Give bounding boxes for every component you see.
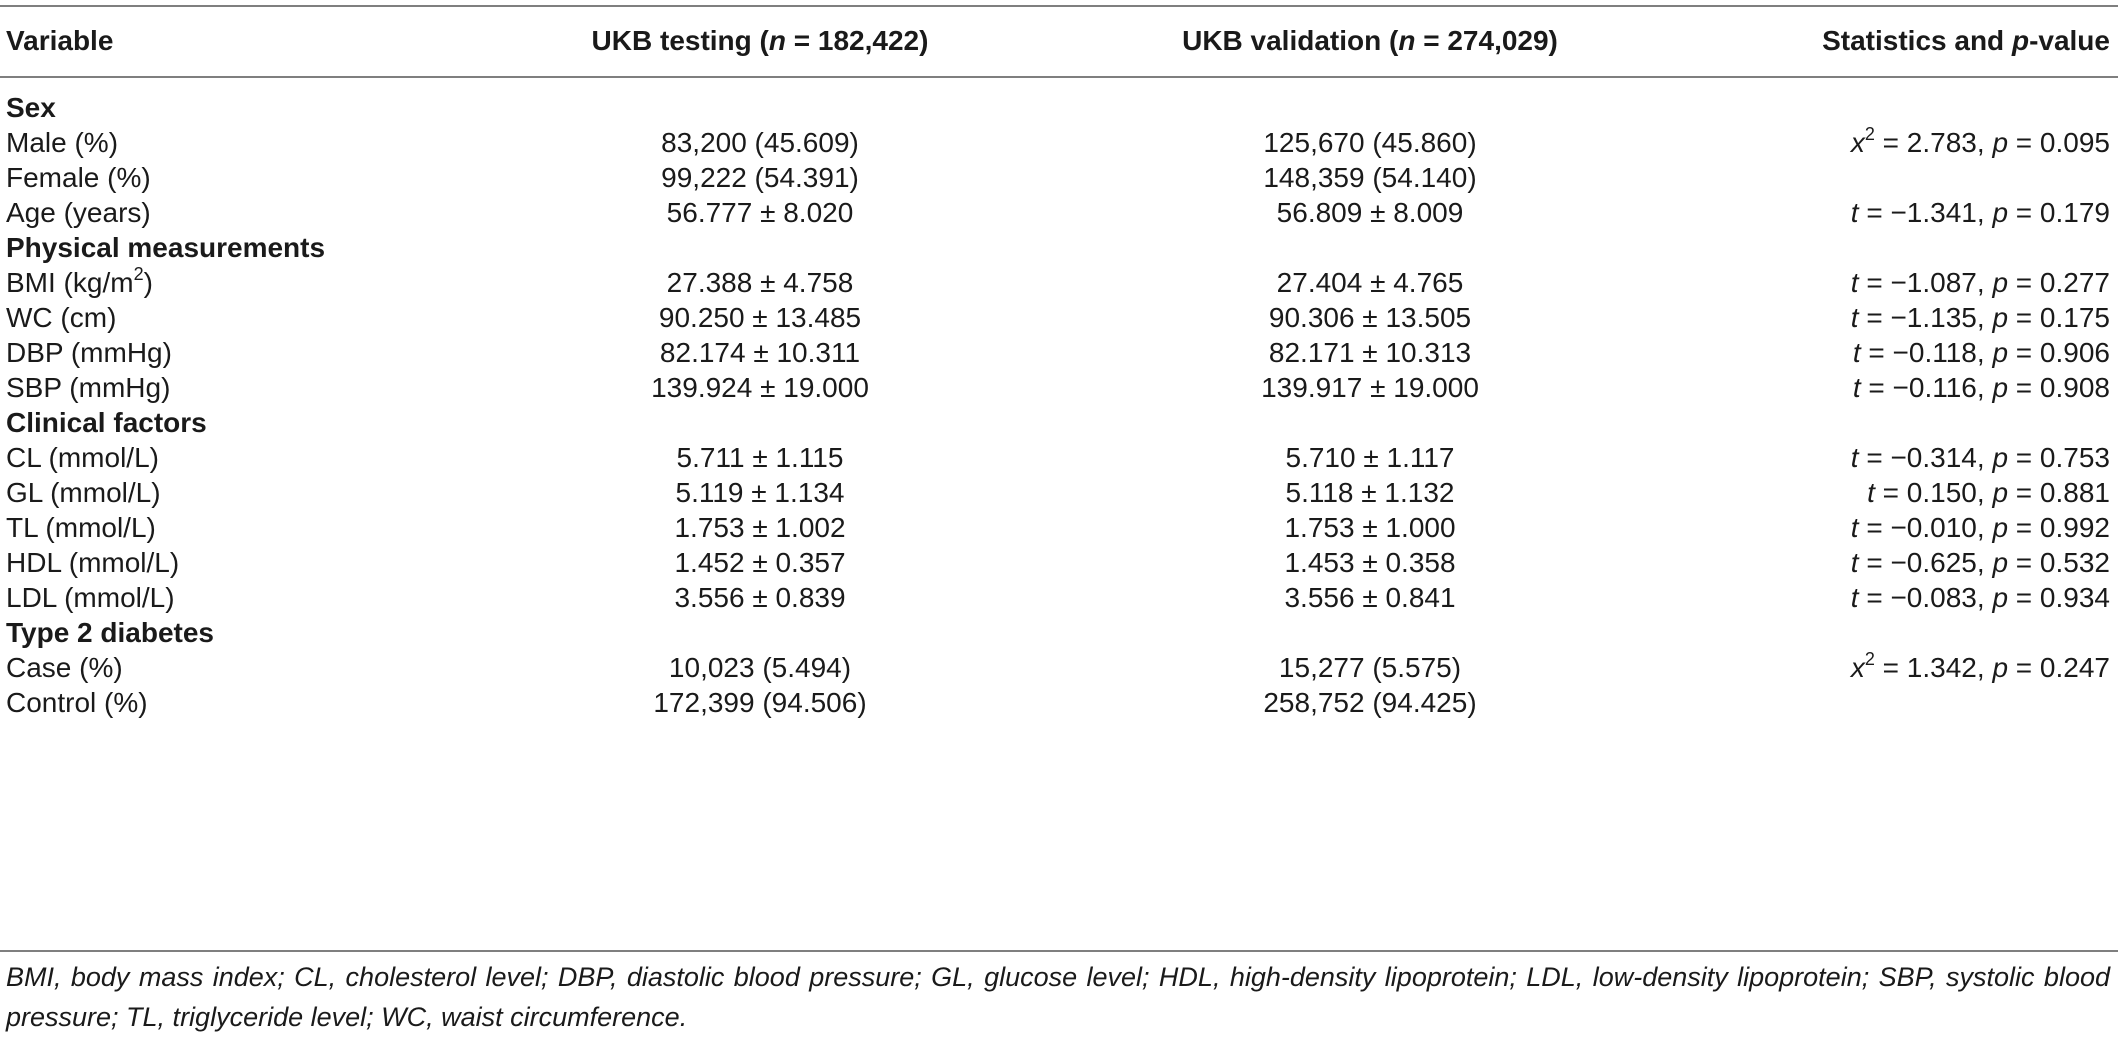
testing-cell: 10,023 (5.494) (668, 652, 852, 683)
testing-cell: 3.556 ± 0.839 (674, 582, 846, 613)
validation-cell: 125,670 (45.860) (1263, 127, 1477, 158)
stat-symbol: t (1850, 267, 1859, 298)
stat-symbol: t (1850, 197, 1859, 228)
variable-label: Age (years) (6, 197, 151, 228)
p-value: = 0.753 (2008, 442, 2110, 473)
section-label: Sex (6, 92, 56, 123)
variable-label: SBP (mmHg) (6, 372, 171, 403)
validation-cell: 27.404 ± 4.765 (1276, 267, 1464, 298)
section-label: Type 2 diabetes (6, 617, 215, 648)
testing-cell: 172,399 (94.506) (653, 687, 867, 718)
header-validation-n: n (1398, 25, 1416, 56)
header-testing (480, 17, 1040, 64)
validation-cell: 56.809 ± 8.009 (1276, 197, 1464, 228)
stat-value: = 2.783, (1874, 127, 1993, 158)
stat-value: = −0.314, (1858, 442, 1993, 473)
stat-value: = −0.116, (1860, 372, 1993, 403)
section-label: Physical measurements (6, 232, 326, 263)
validation-cell: 15,277 (5.575) (1278, 652, 1462, 683)
p-symbol: p (1992, 302, 2009, 333)
testing-cell: 5.119 ± 1.134 (675, 477, 845, 508)
stat-symbol: t (1852, 372, 1861, 403)
testing-cell: 99,222 (54.391) (661, 162, 859, 193)
p-symbol: p (1992, 197, 2009, 228)
header-testing-n: n (768, 25, 786, 56)
stat-symbol-sup: 2 (1864, 123, 1875, 144)
variable-label: CL (mmol/L) (6, 442, 159, 473)
table-row (0, 679, 2118, 726)
p-symbol: p (1992, 372, 2009, 403)
variable-label-end: ) (143, 267, 153, 298)
stat-value: = −0.010, (1858, 512, 1993, 543)
p-symbol: p (1992, 582, 2009, 613)
p-symbol: p (1992, 442, 2009, 473)
stat-symbol: t (1850, 442, 1859, 473)
validation-cell: 258,752 (94.425) (1263, 687, 1477, 718)
p-value: = 0.908 (2008, 372, 2110, 403)
stat-symbol: t (1850, 547, 1859, 578)
validation-cell: 5.118 ± 1.132 (1285, 477, 1455, 508)
stat-value: = −1.087, (1858, 267, 1993, 298)
stat-value: = −0.118, (1860, 337, 1993, 368)
p-value: = 0.881 (2008, 477, 2110, 508)
variable-cell (6, 679, 148, 726)
stat-value: = −0.083, (1858, 582, 1993, 613)
header-testing-value: = 182,422) (785, 25, 929, 56)
p-symbol: p (1992, 477, 2009, 508)
variable-label: WC (cm) (6, 302, 117, 333)
stat-symbol: x (1850, 127, 1865, 158)
testing-cell: 5.711 ± 1.115 (676, 442, 844, 473)
p-symbol: p (1992, 512, 2009, 543)
validation-cell: 3.556 ± 0.841 (1284, 582, 1456, 613)
stat-symbol: t (1850, 302, 1859, 333)
stat-symbol: t (1852, 337, 1861, 368)
header-stats-p: p (2011, 25, 2030, 56)
validation-cell: 90.306 ± 13.505 (1268, 302, 1472, 333)
variable-label: Female (%) (6, 162, 151, 193)
validation-cell: 1.453 ± 0.358 (1284, 547, 1456, 578)
header-validation-value: = 274,029) (1415, 25, 1558, 56)
table-footnote: BMI, body mass index; CL, cholesterol level; DBP, diastolic blood pressure; GL, glucose level; HDL, high-density lipoprotein; LDL, low-density lipoprotein; SBP, systolic blood pressure; TL, triglyceride level; WC, waist circumference. (6, 962, 2110, 1032)
testing-cell: 90.250 ± 13.485 (658, 302, 862, 333)
stat-value: = 1.342, (1874, 652, 1993, 683)
testing-cell: 1.753 ± 1.002 (674, 512, 846, 543)
section-label: Clinical factors (6, 407, 207, 438)
variable-label: HDL (mmol/L) (6, 547, 180, 578)
variable-label: Case (%) (6, 652, 123, 683)
variable-label-sup: 2 (133, 263, 144, 284)
stat-symbol: t (1867, 477, 1875, 508)
p-symbol: p (1992, 337, 2009, 368)
table-bottom-rule (0, 950, 2118, 952)
p-value: = 0.992 (2008, 512, 2110, 543)
header-validation (1090, 17, 1650, 64)
table-header-rule (0, 76, 2118, 78)
table-header-row (0, 17, 2118, 64)
p-symbol: p (1992, 652, 2009, 683)
stat-symbol-sup: 2 (1864, 648, 1875, 669)
stat-value: = −1.341, (1858, 197, 1993, 228)
header-stats-suffix: -value (2029, 25, 2110, 56)
validation-cell: 5.710 ± 1.117 (1285, 442, 1455, 473)
stat-symbol: t (1850, 512, 1859, 543)
testing-cell: 83,200 (45.609) (661, 127, 859, 158)
p-value: = 0.095 (2008, 127, 2110, 158)
stat-symbol: t (1850, 582, 1859, 613)
p-value: = 0.532 (2008, 547, 2110, 578)
p-value: = 0.934 (2008, 582, 2110, 613)
variable-label: Male (%) (6, 127, 119, 158)
p-value: = 0.906 (2008, 337, 2110, 368)
variable-label: DBP (mmHg) (6, 337, 172, 368)
stat-value: = 0.150, (1874, 477, 1993, 508)
table-top-rule (0, 5, 2118, 7)
p-symbol: p (1992, 127, 2009, 158)
validation-cell: 82.171 ± 10.313 (1268, 337, 1472, 368)
validation-cell: 1.753 ± 1.000 (1284, 512, 1456, 543)
p-value: = 0.175 (2008, 302, 2110, 333)
variable-label: TL (mmol/L) (6, 512, 156, 543)
validation-cell: 139.917 ± 19.000 (1261, 372, 1479, 403)
header-validation-label: UKB validation ( (1182, 25, 1399, 56)
validation-cell: 148,359 (54.140) (1263, 162, 1477, 193)
p-value: = 0.179 (2008, 197, 2110, 228)
stat-value: = −0.625, (1858, 547, 1993, 578)
variable-label: Control (%) (6, 687, 148, 718)
p-value: = 0.277 (2008, 267, 2110, 298)
p-value: = 0.247 (2008, 652, 2110, 683)
testing-cell: 56.777 ± 8.020 (666, 197, 854, 228)
header-testing-label: UKB testing ( (591, 25, 769, 56)
stat-symbol: x (1850, 652, 1865, 683)
testing-cell: 139.924 ± 19.000 (651, 372, 869, 403)
testing-cell: 1.452 ± 0.357 (674, 547, 846, 578)
p-symbol: p (1992, 547, 2009, 578)
header-statistics (1822, 17, 2110, 64)
testing-cell: 82.174 ± 10.311 (659, 337, 861, 368)
stat-value: = −1.135, (1858, 302, 1993, 333)
testing-cell: 27.388 ± 4.758 (666, 267, 854, 298)
variable-label: GL (mmol/L) (6, 477, 161, 508)
header-stats-label: Statistics and (1822, 25, 2012, 56)
p-symbol: p (1992, 267, 2009, 298)
variable-label: LDL (mmol/L) (6, 582, 175, 613)
variable-label: BMI (kg/m (6, 267, 134, 298)
header-variable: Variable (6, 25, 114, 56)
